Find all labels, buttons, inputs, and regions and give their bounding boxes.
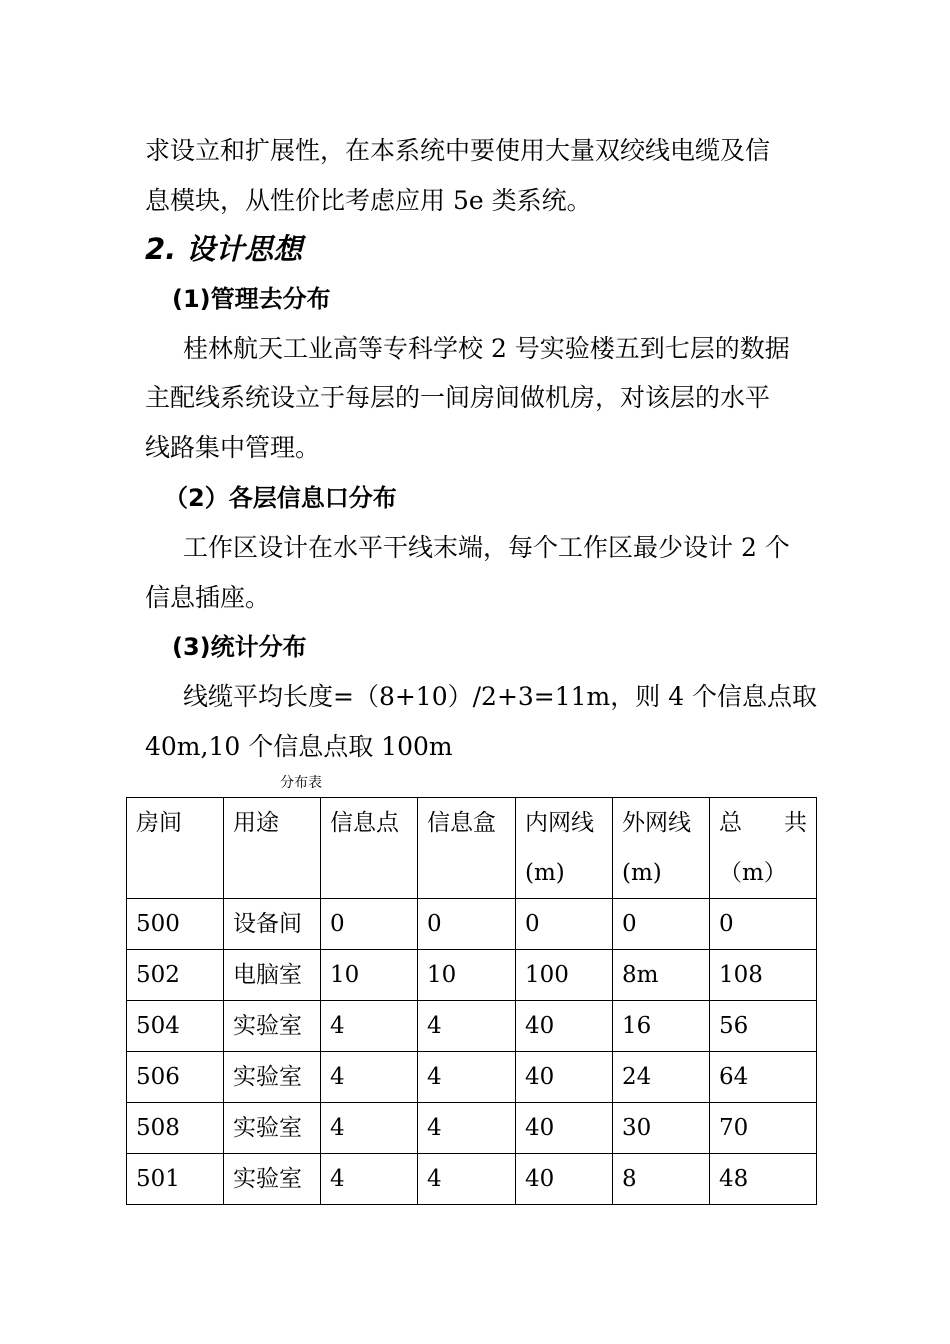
- distribution-table: [126, 797, 817, 1205]
- statistics-line-1: 线缆平均长度=（8+10）/2+3=11m，则 4 个信息点取: [183, 682, 818, 711]
- cell-boxes: 0: [418, 899, 516, 950]
- header-total: [710, 798, 817, 899]
- header-boxes: 信息盒: [418, 798, 516, 899]
- cell-total: 48: [710, 1154, 817, 1205]
- header-use: 用途: [224, 798, 321, 899]
- header-inner-label: 内网线: [525, 810, 594, 836]
- management-line-3: 线路集中管理。: [145, 433, 321, 462]
- cell-total: 0: [710, 899, 817, 950]
- cell-boxes: 10: [418, 950, 516, 1001]
- cell-room: 508: [127, 1103, 224, 1154]
- cell-room: 506: [127, 1052, 224, 1103]
- cell-total: 64: [710, 1052, 817, 1103]
- cell-use: 实验室: [224, 1154, 321, 1205]
- table-row: [127, 1052, 817, 1103]
- header-points: 信息点: [321, 798, 418, 899]
- cell-boxes: 4: [418, 1001, 516, 1052]
- header-inner-cable: [516, 798, 613, 899]
- cell-use: 实验室: [224, 1052, 321, 1103]
- cell-boxes: 4: [418, 1103, 516, 1154]
- intro-line-2: 息模块，从性价比考虑应用 5e 类系统。: [145, 186, 592, 215]
- cell-inner: 40: [516, 1052, 613, 1103]
- cell-room: 504: [127, 1001, 224, 1052]
- cell-points: 10: [321, 950, 418, 1001]
- cell-inner: 0: [516, 899, 613, 950]
- subheading-management: (1)管理去分布: [172, 285, 331, 313]
- cell-inner: 100: [516, 950, 613, 1001]
- header-outer-cable: [613, 798, 710, 899]
- cell-inner: 40: [516, 1103, 613, 1154]
- management-line-1: 桂林航天工业高等专科学校 2 号实验楼五到七层的数据: [183, 334, 790, 363]
- cell-inner: 40: [516, 1154, 613, 1205]
- cell-points: 4: [321, 1001, 418, 1052]
- cell-inner: 40: [516, 1001, 613, 1052]
- cell-boxes: 4: [418, 1154, 516, 1205]
- header-total-b: 共: [784, 810, 807, 836]
- cell-outer: 30: [613, 1103, 710, 1154]
- header-total-unit: （m）: [719, 860, 787, 886]
- cell-points: 4: [321, 1103, 418, 1154]
- cell-total: 70: [710, 1103, 817, 1154]
- section-heading: 2. 设计思想: [145, 232, 303, 266]
- statistics-line-2: 40m,10 个信息点取 100m: [145, 732, 453, 761]
- cell-total: 56: [710, 1001, 817, 1052]
- cell-room: 502: [127, 950, 224, 1001]
- cell-room: 500: [127, 899, 224, 950]
- floor-outlets-line-1: 工作区设计在水平干线末端，每个工作区最少设计 2 个: [183, 533, 790, 562]
- cell-outer: 8m: [613, 950, 710, 1001]
- header-inner-unit: (m): [525, 860, 565, 886]
- cell-use: 实验室: [224, 1103, 321, 1154]
- table-row: [127, 899, 817, 950]
- floor-outlets-line-2: 信息插座。: [145, 583, 271, 612]
- cell-boxes: 4: [418, 1052, 516, 1103]
- table-row: [127, 950, 817, 1001]
- cell-outer: 16: [613, 1001, 710, 1052]
- cell-use: 设备间: [224, 899, 321, 950]
- management-line-2: 主配线系统设立于每层的一间房间做机房，对该层的水平: [145, 383, 771, 412]
- header-total-label: [719, 798, 816, 848]
- table-row: [127, 1103, 817, 1154]
- cell-outer: 0: [613, 899, 710, 950]
- intro-line-1: 求设立和扩展性，在本系统中要使用大量双绞线电缆及信: [145, 136, 771, 165]
- subheading-floor-outlets: （2）各层信息口分布: [164, 484, 397, 512]
- cell-points: 4: [321, 1154, 418, 1205]
- cell-use: 电脑室: [224, 950, 321, 1001]
- cell-points: 0: [321, 899, 418, 950]
- subheading-statistics: (3)统计分布: [172, 633, 307, 661]
- cell-use: 实验室: [224, 1001, 321, 1052]
- header-total-a: 总: [719, 810, 742, 836]
- cell-outer: 24: [613, 1052, 710, 1103]
- cell-points: 4: [321, 1052, 418, 1103]
- table-row: [127, 1001, 817, 1052]
- header-room: 房间: [127, 798, 224, 899]
- header-outer-label: 外网线: [622, 810, 691, 836]
- header-outer-unit: (m): [622, 860, 662, 886]
- cell-room: 501: [127, 1154, 224, 1205]
- table-row: [127, 1154, 817, 1205]
- cell-total: 108: [710, 950, 817, 1001]
- cell-outer: 8: [613, 1154, 710, 1205]
- table-header-row: [127, 798, 817, 899]
- table-caption: 分布表: [280, 775, 322, 791]
